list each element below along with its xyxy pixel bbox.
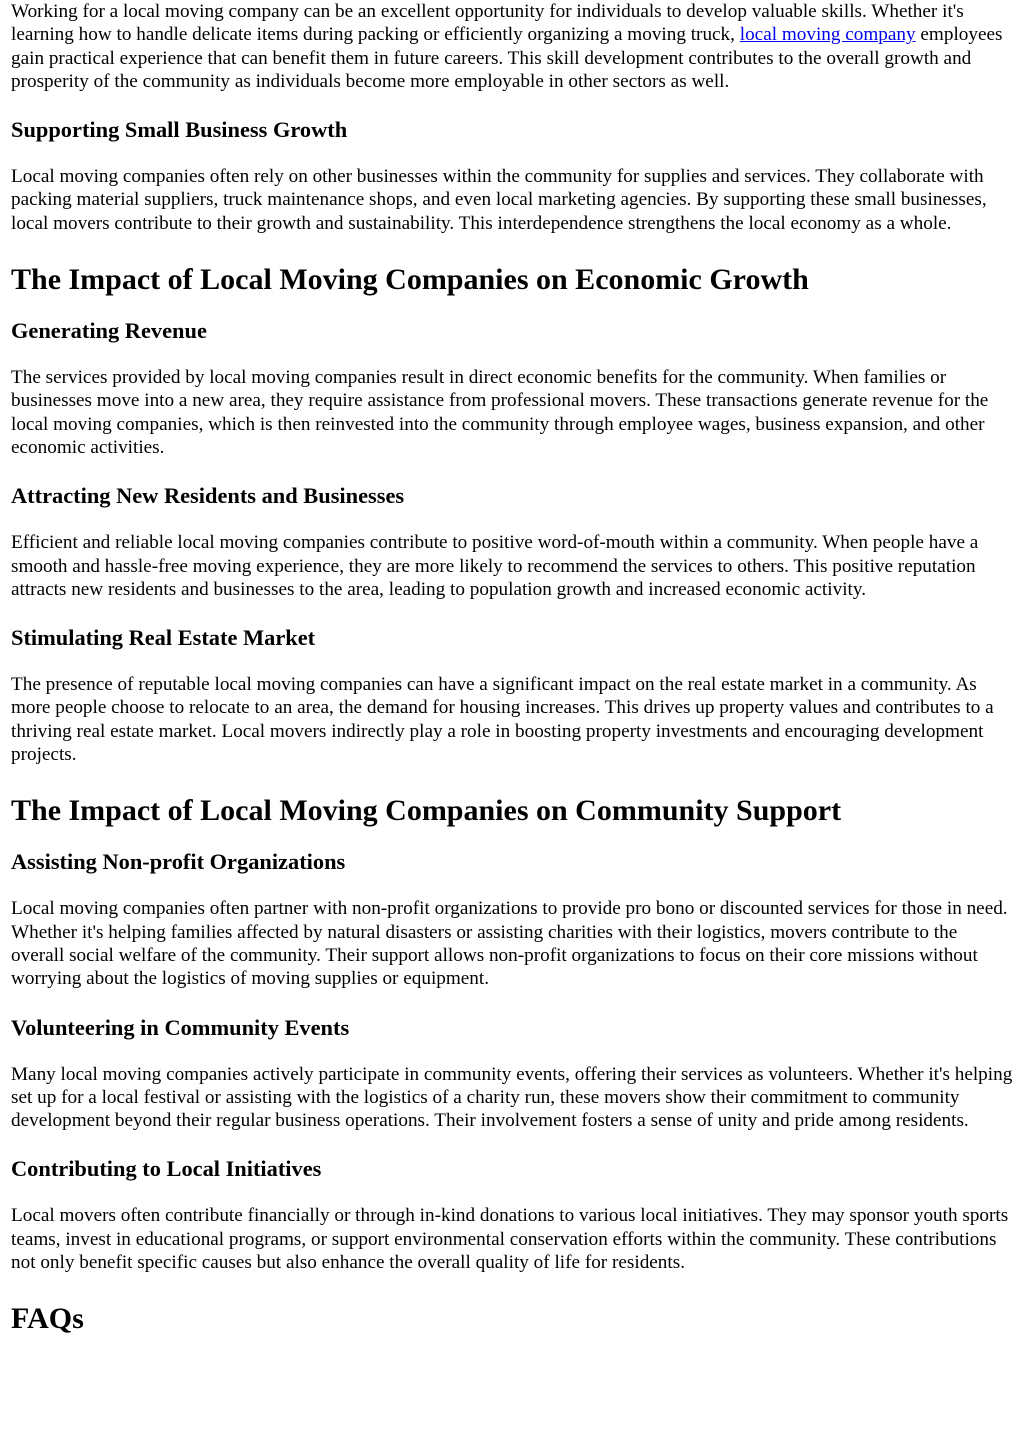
volunteering-paragraph: Many local moving companies actively participate in community events, offering their services as volunteers. Whether it's helping set up for a local festival or assisting with the logistics of a charity run, these movers show their commitment to community development beyond their regular business operations. Their involvement fosters a sense of unity and pride among residents. [11,1063,1013,1132]
real-estate-heading: Stimulating Real Estate Market [11,625,316,651]
attracting-residents-heading: Attracting New Residents and Businesses [11,483,405,509]
generating-revenue-paragraph: The services provided by local moving companies result in direct economic benefits for the community. When families or businesses move into a new area, they require assistance from professional movers. These transactions generate revenue for the local moving companies, which is then reinvested into the community through employee wages, business expansion, and other economic activities. [11,367,989,458]
small-business-paragraph: Local moving companies often rely on other businesses within the community for supplies and services. They collaborate with packing material suppliers, truck maintenance shops, and even local marketing agencies. By supporting these small businesses, local movers contribute to their growth and sustainability. This interdependence strengthens the local economy as a whole. [11,166,987,234]
economic-growth-heading: The Impact of Local Moving Companies on Economic Growth [11,263,809,297]
community-support-heading: The Impact of Local Moving Companies on Community Support [11,794,842,828]
real-estate-paragraph: The presence of reputable local moving companies can have a significant impact on the real estate market in a community. As more people choose to relocate to an area, the demand for housing increases. This drives up property values and contributes to a thriving real estate market. Local movers indirectly play a role in boosting property investments and encouraging development projects. [11,674,994,766]
small-business-heading: Supporting Small Business Growth [11,117,348,143]
intro-text-after-link: employees gain practical experience that can benefit them in future careers. This skill development contributes to the overall growth and prosperity of the community as individuals become more employable in other sectors as well. [11,24,1003,92]
local-initiatives-paragraph: Local movers often contribute financially or through in-kind donations to various local initiatives. They may sponsor youth sports teams, invest in educational programs, or support environmental conservation efforts within the community. These contributions not only benefit specific causes but also enhance the overall quality of life for residents. [11,1205,1009,1274]
volunteering-heading: Volunteering in Community Events [11,1014,350,1040]
intro-paragraph [11,0,1013,93]
attracting-residents-paragraph: Efficient and reliable local moving companies contribute to positive word-of-mouth within a community. When people have a smooth and hassle-free moving experience, they are more likely to recommend the services to others. This positive reputation attracts new residents and businesses to the area, leading to population growth and increased economic activity. [11,532,979,600]
faqs-heading: FAQs [11,1302,84,1336]
local-moving-company-link[interactable]: local moving company [739,24,916,46]
non-profit-paragraph: Local moving companies often partner with non-profit organizations to provide pro bono or discounted services for those in need. Whether it's helping families affected by natural disasters or assisting charities with their logistics, movers contribute to the overall social welfare of the community. Their support allows non-profit organizations to focus on their core missions without worrying about the logistics of moving supplies or equipment. [11,898,1008,990]
local-initiatives-heading: Contributing to Local Initiatives [11,1156,322,1182]
generating-revenue-heading: Generating Revenue [11,318,207,344]
intro-text-before-link: Working for a local moving company can be an excellent opportunity for individuals to develop valuable skills. Whether it's learning how to handle delicate items during packing or efficiently organizing a moving truck, [11,1,964,46]
non-profit-heading: Assisting Non-profit Organizations [11,849,346,875]
